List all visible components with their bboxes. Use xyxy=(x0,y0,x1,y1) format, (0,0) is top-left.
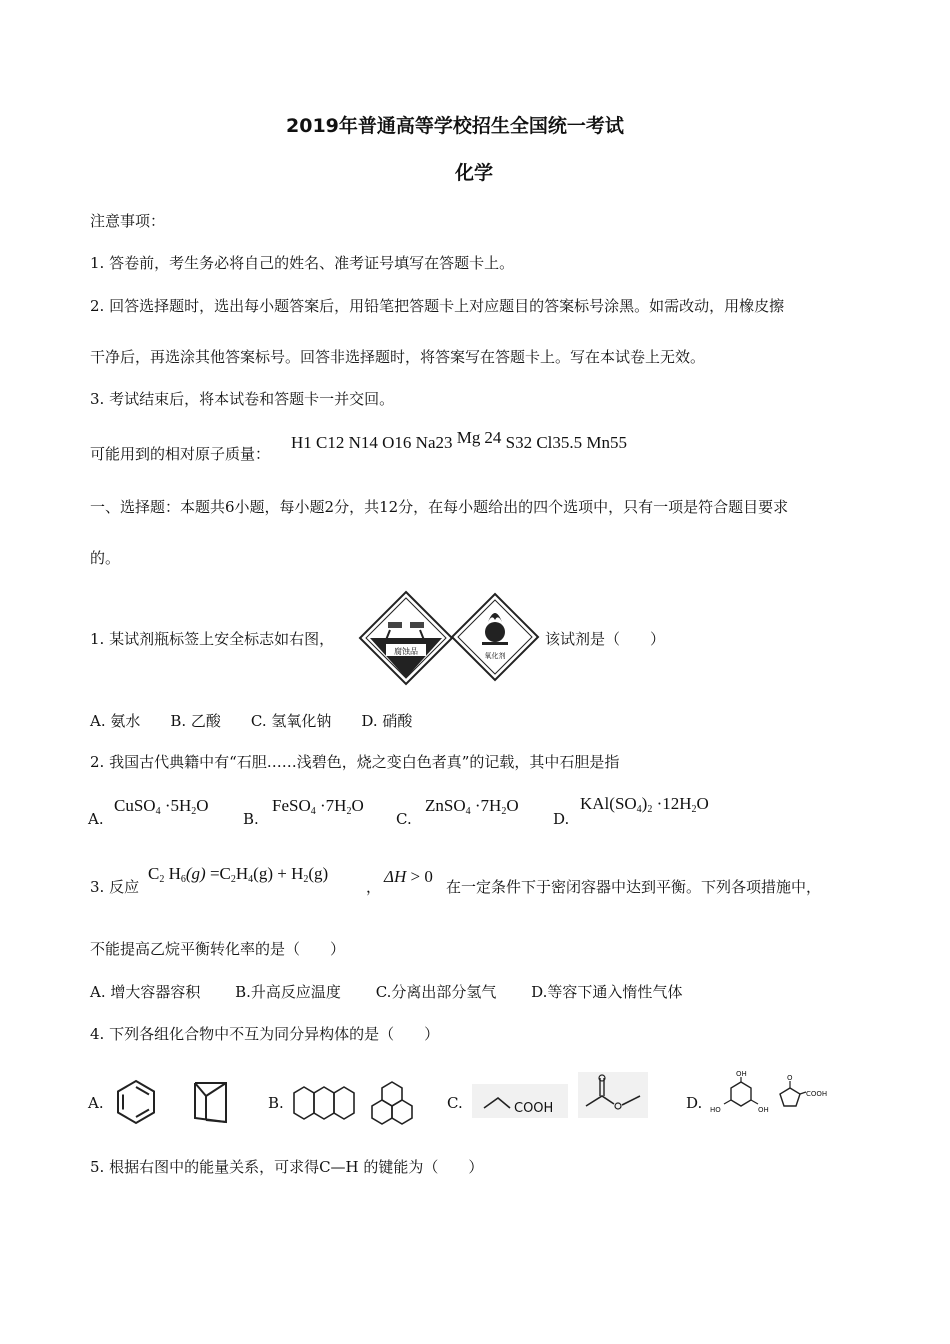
q5-stem: 5. 根据右图中的能量关系，可求得C—H 的键能为（ ） xyxy=(90,1158,484,1176)
note-1: 1. 答卷前，考生务必将自己的姓名、准考证号填写在答题卡上。 xyxy=(90,254,515,272)
propanoic-acid-structure-icon xyxy=(472,1084,568,1118)
atomic-mass-values xyxy=(291,428,628,452)
q4-stem: 4. 下列各组化合物中不互为同分异构体的是（ ） xyxy=(90,1025,440,1043)
oxidizer-sign-icon xyxy=(450,592,540,682)
phenalene-structure-icon xyxy=(370,1080,414,1124)
q4-c-cooh-label: COOH xyxy=(514,1101,554,1116)
section-heading-cont: 的。 xyxy=(90,549,121,567)
note-2: 2. 回答选择题时，选出每小题答案后，用铅笔把答题卡上对应题目的答案标号涂黑。如需改动，用橡皮擦 xyxy=(90,297,785,315)
anthracene-structure-icon xyxy=(293,1085,359,1121)
q2-option-a: CuSO$_4$ $\cdot 5H_2O$ xyxy=(114,796,209,817)
corrosive-sign-icon xyxy=(358,590,454,686)
q2-label-c: C. xyxy=(396,810,412,828)
q1-tail: 该试剂是（ ） xyxy=(545,630,666,648)
q2-option-c: ZnSO$_4$ $\cdot 7H_2O$ xyxy=(425,796,519,817)
oxidizer-sign-label: 氧化剂 xyxy=(484,652,506,660)
corrosive-sign-label: 腐蚀品 xyxy=(394,647,418,656)
q4-d-o-label: O xyxy=(787,1074,793,1082)
note-3: 3. 考试结束后，将本试卷和答题卡一并交回。 xyxy=(90,390,395,408)
q2-label-b: B. xyxy=(243,810,259,828)
q2-label-a: A. xyxy=(88,810,104,828)
atomic-mass-mg: Mg xyxy=(456,428,481,447)
q3-equation: $C_2$ $H_6(g) =C_2H_4(g) + H_2(g)$ xyxy=(148,864,329,885)
q4-d-oh-top: OH xyxy=(736,1070,747,1078)
q4-label-b: B. xyxy=(268,1094,284,1112)
q4-d-cooh-label: COOH xyxy=(806,1090,828,1098)
q2-label-d: D. xyxy=(553,810,570,828)
cyclopentanone-acid-structure-icon xyxy=(776,1074,832,1114)
phloroglucinol-structure-icon xyxy=(710,1070,772,1120)
q3-suffix: 在一定条件下于密闭容器中达到平衡。下列各项措施中， xyxy=(446,878,822,896)
exam-title: 2019年普通高等学校招生全国统一考试 xyxy=(286,115,624,137)
q2-option-d: $KAl(SO_4)_2 \cdot 12H_2O$ xyxy=(580,794,709,815)
atomic-mass-label: 可能用到的相对原子质量： xyxy=(90,445,271,463)
prismane-structure-icon xyxy=(192,1080,230,1126)
q3-stem-cont: 不能提高乙烷平衡转化率的是（ ） xyxy=(90,940,346,958)
q3-options: A. 增大容器容积 B.升高反应温度 C.分离出部分氢气 D.等容下通入惰性气体 xyxy=(90,983,683,1001)
q3-comma: ， xyxy=(366,878,382,896)
q1-stem: 1. 某试剂瓶标签上安全标志如右图， xyxy=(90,630,335,648)
methyl-acetate-structure-icon xyxy=(578,1072,648,1118)
q4-label-c: C. xyxy=(447,1094,463,1112)
q3-enthalpy: ΔH > 0 xyxy=(384,867,433,886)
subject-title: 化学 xyxy=(455,162,494,184)
q4-d-ho-left: HO xyxy=(710,1106,721,1114)
benzene-structure-icon xyxy=(112,1078,160,1126)
atomic-mass-part1: H1 C12 N14 O16 Na23 xyxy=(291,433,453,452)
atomic-mass-mg-num: 24 xyxy=(484,428,502,447)
q4-d-oh-right: OH xyxy=(758,1106,769,1114)
section-heading: 一、选择题：本题共6小题，每小题2分，共12分，在每小题给出的四个选项中，只有一项是符合题目要求 xyxy=(90,498,789,516)
q2-stem: 2. 我国古代典籍中有“石胆……浅碧色，烧之变白色者真”的记载，其中石胆是指 xyxy=(90,753,620,771)
notes-heading: 注意事项： xyxy=(90,212,166,230)
q4-label-a: A. xyxy=(88,1094,104,1112)
atomic-mass-part2: S32 Cl35.5 Mn55 xyxy=(505,433,628,452)
q4-label-d: D. xyxy=(686,1094,703,1112)
q1-options: A. 氨水 B. 乙酸 C. 氢氧化钠 D. 硝酸 xyxy=(90,712,413,730)
note-2-cont: 干净后，再选涂其他答案标号。回答非选择题时，将答案写在答题卡上。写在本试卷上无效。 xyxy=(90,348,706,366)
q3-prefix: 3. 反应 xyxy=(90,878,140,896)
q2-option-b: FeSO$_4$ $\cdot 7H_2O$ xyxy=(272,796,364,817)
